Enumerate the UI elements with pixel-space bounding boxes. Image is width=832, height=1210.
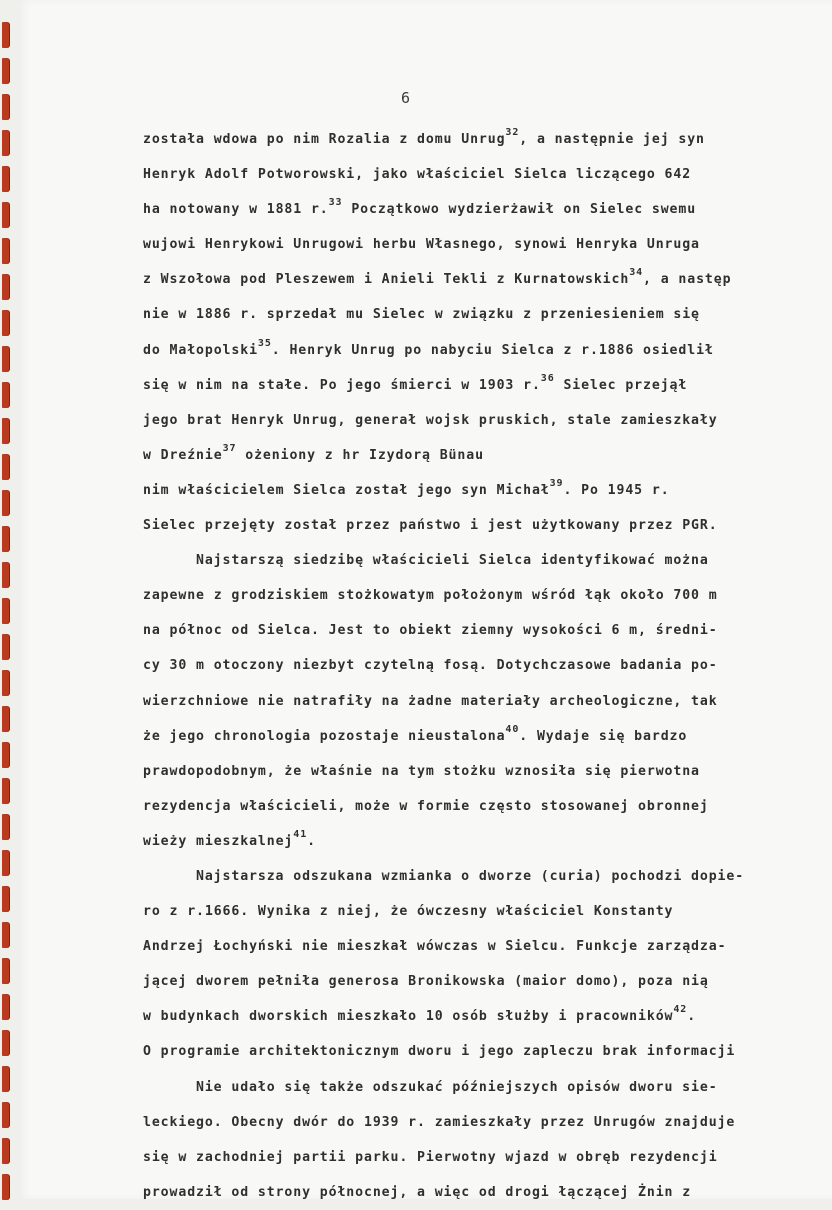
text-line [143, 789, 832, 824]
footnote-marker: 33 [328, 197, 343, 209]
binding-ring [2, 274, 9, 300]
text-line [143, 929, 832, 964]
binding-ring [2, 94, 9, 120]
line-text: leckiego. Obecny dwór do 1939 r. zamieszkały przez Unrugów znajduje [143, 1114, 736, 1130]
text-line [143, 859, 832, 894]
line-text-continued: Sielec przejął [554, 377, 688, 393]
binding-ring [2, 1102, 9, 1128]
document-page [18, 0, 832, 1199]
binding-ring [2, 58, 9, 84]
footnote-marker: 39 [549, 477, 564, 489]
binding-ring [2, 22, 9, 48]
footnote-marker: 42 [673, 1004, 688, 1016]
line-text: wierzchniowe nie natrafiły na żadne materiały archeologiczne, tak [143, 693, 718, 709]
binding-ring [2, 202, 9, 228]
text-line [143, 192, 832, 227]
line-text: rezydencja właścicieli, może w formie często stosowanej obronnej [143, 798, 709, 814]
line-text: ha notowany w 1881 r. [143, 202, 329, 218]
binding-ring [2, 490, 9, 516]
binding-ring [2, 814, 9, 840]
line-text: Najstarszą siedzibę właścicieli Sielca identyfikować można [196, 553, 709, 569]
line-text-continued: . [687, 1009, 697, 1025]
text-line [143, 754, 832, 789]
binding-ring [2, 1174, 9, 1200]
line-text: z Wszołowa pod Pleszewem i Anieli Tekli z Kurnatowskich [143, 272, 630, 288]
line-text-continued: . Henryk Unrug po nabyciu Sielca z r.1886 osiedlił [271, 342, 714, 358]
line-text: prawdopodobnym, że właśnie na tym stożku wznosiła się pierwotna [143, 763, 700, 779]
spiral-binding [0, 0, 14, 1199]
footnote-marker: 41 [293, 828, 308, 840]
text-line [143, 262, 832, 297]
text-line [143, 403, 832, 438]
line-text: Nie udało się także odszukać późniejszych opisów dworu sie- [196, 1079, 718, 1095]
line-text-continued: Początkowo wydzierżawił on Sielec swemu [342, 202, 697, 218]
text-line [143, 1140, 832, 1175]
text-line [143, 297, 832, 332]
footnote-marker: 35 [257, 337, 272, 349]
footnote-marker: 32 [505, 127, 520, 138]
page-number: 6 [401, 89, 412, 107]
line-text: Henryk Adolf Potworowski, jako właściciel Sielca liczącego 642 [143, 167, 692, 183]
text-line [143, 719, 832, 754]
binding-ring [2, 634, 9, 660]
text-line [143, 1070, 832, 1105]
binding-ring [2, 562, 9, 588]
text-line [143, 508, 832, 543]
binding-ring [2, 130, 9, 156]
binding-ring [2, 670, 9, 696]
binding-ring [2, 742, 9, 768]
binding-ring [2, 706, 9, 732]
footnote-marker: 37 [222, 442, 237, 454]
binding-ring [2, 958, 9, 984]
binding-ring [2, 886, 9, 912]
footnote-marker: 40 [505, 723, 520, 735]
binding-ring [2, 454, 9, 480]
line-text: Sielec przejęty został przez państwo i jest użytkowany przez PGR. [143, 518, 718, 534]
footnote-marker: 34 [629, 267, 644, 279]
binding-ring [2, 238, 9, 264]
text-line [143, 1175, 832, 1210]
line-text: jącej dworem pełniła generosa Bronikowska (maior domo), poza nią [143, 974, 709, 990]
text-line [143, 157, 832, 192]
binding-ring [2, 418, 9, 444]
binding-ring [2, 922, 9, 948]
binding-ring [2, 310, 9, 336]
line-text-continued: , a następ [643, 272, 732, 288]
line-text: się w nim na stałe. Po jego śmierci w 1903 r. [143, 377, 541, 393]
binding-ring [2, 1138, 9, 1164]
line-text: nie w 1886 r. sprzedał mu Sielec w związku z przeniesieniem się [143, 307, 700, 323]
line-text: ro z r.1666. Wynika z niej, że ówczesny właściciel Konstanty [143, 904, 674, 920]
line-text: że jego chronologia pozostaje nieustalona [143, 728, 506, 744]
line-text-continued: . Po 1945 r. [563, 482, 670, 498]
text-line [143, 648, 832, 683]
binding-ring [2, 994, 9, 1020]
line-text-continued: , a następnie jej syn [519, 132, 705, 147]
text-line [143, 333, 832, 368]
text-line [143, 894, 832, 929]
text-line [143, 578, 832, 613]
binding-ring [2, 166, 9, 192]
binding-ring [2, 526, 9, 552]
text-line [143, 543, 832, 578]
binding-ring [2, 1030, 9, 1056]
text-line [143, 964, 832, 999]
text-line [143, 227, 832, 262]
line-text: Najstarsza odszukana wzmianka o dworze (curia) pochodzi dopie- [196, 868, 745, 884]
line-text-continued: ożeniony z hr Izydorą Bünau [236, 447, 484, 463]
line-text: wieży mieszkalnej [143, 833, 294, 849]
binding-ring [2, 346, 9, 372]
text-line [143, 999, 832, 1034]
binding-ring [2, 850, 9, 876]
line-text: do Małopolski [143, 342, 258, 358]
footnote-marker: 36 [540, 372, 555, 384]
line-text: jego brat Henryk Unrug, generał wojsk pruskich, stale zamieszkały [143, 412, 718, 428]
text-line [143, 473, 832, 508]
line-text: na północ od Sielca. Jest to obiekt ziemny wysokości 6 m, średni- [143, 623, 718, 639]
line-text: zapewne z grodziskiem stożkowatym położonym wśród łąk około 700 m [143, 588, 718, 604]
line-text: nim właścicielem Sielca został jego syn Michał [143, 482, 550, 498]
line-text: Andrzej Łochyński nie mieszkał wówczas w Sielcu. Funkcje zarządza- [143, 939, 727, 955]
text-line [143, 1105, 832, 1140]
text-line [143, 438, 832, 473]
line-text-continued: . [307, 833, 316, 849]
binding-ring [2, 1066, 9, 1092]
line-text: prowadził od strony północnej, a więc od drogi łączącej Żnin z [143, 1184, 692, 1200]
line-text: się w zachodniej partii parku. Pierwotny wjazd w obręb rezydencji [143, 1149, 718, 1165]
text-line [143, 368, 832, 403]
typewritten-text [143, 122, 832, 1210]
text-line [143, 122, 832, 157]
binding-ring [2, 382, 9, 408]
line-text: O programie architektonicznym dworu i jego zapleczu brak informacji [143, 1044, 736, 1060]
binding-ring [2, 598, 9, 624]
text-line [143, 684, 832, 719]
line-text: w budynkach dworskich mieszkało 10 osób służby i pracowników [143, 1009, 674, 1025]
text-line [143, 824, 832, 859]
line-text: w Dreźnie [143, 447, 223, 463]
line-text: została wdowa po nim Rozalia z domu Unrug [143, 132, 506, 147]
text-line [143, 1034, 832, 1069]
line-text: wujowi Henrykowi Unrugowi herbu Własnego, synowi Henryka Unruga [143, 237, 700, 253]
line-text-continued: . Wydaje się bardzo [519, 728, 688, 744]
line-text: cy 30 m otoczony niezbyt czytelną fosą. Dotychczasowe badania po- [143, 658, 718, 674]
text-line [143, 613, 832, 648]
binding-ring [2, 778, 9, 804]
